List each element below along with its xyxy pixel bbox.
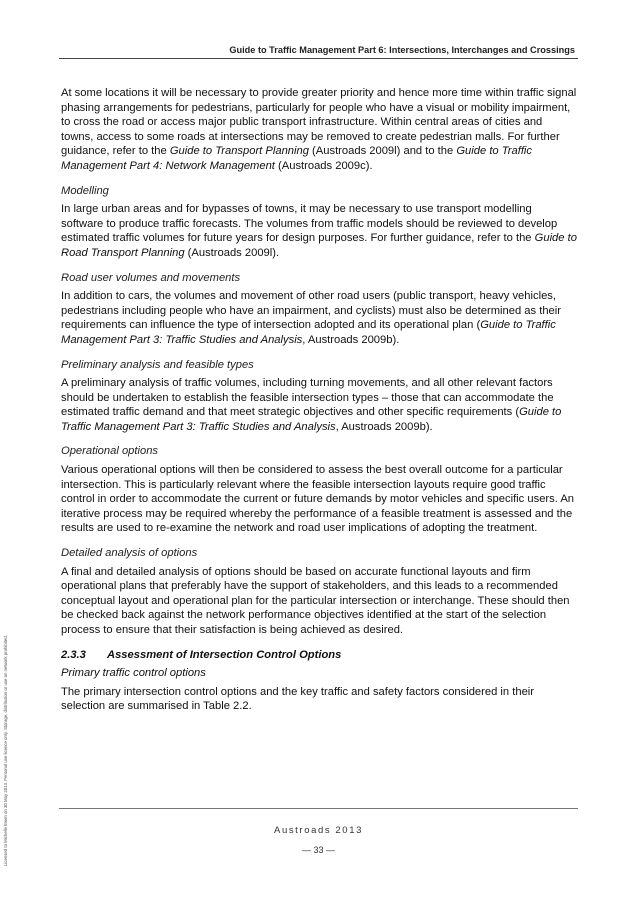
- subheading-road-user-volumes: Road user volumes and movements: [61, 271, 241, 284]
- subheading-operational-options: Operational options: [61, 445, 159, 458]
- road-user-paragraph: In addition to cars, the volumes and movement of other road users (public transport, heavy vehicles, pedestrians including people who have an impairment, and cyclists) must also be determined as their requirements can influence the type of intersection adopted and its operational plan (Guide to Traffic Management Part 3: Traffic Studies and Analysis, Austroads 2009b).: [61, 290, 561, 346]
- section-title: Assessment of Intersection Control Options: [107, 648, 342, 661]
- intro-paragraph: At some locations it will be necessary to provide greater priority and hence more time within traffic signal phasing arrangements for pedestrians, particularly for people who have a visual or mobility impairment, to cross the road or access major public transport infrastructure. Within central areas of cities and towns, access to some roads at intersections may be removed to create pedestrian malls. For further guidance, refer to the Guide to Transport Planning (Austroads 2009l) and to the Guide to Traffic Management Part 4: Network Management (Austroads 2009c).: [61, 87, 577, 172]
- reference-link: Guide to Traffic Management Part 3: Traffic Studies and Analysis: [61, 319, 556, 346]
- subheading-primary-control: Primary traffic control options: [61, 667, 206, 680]
- footer-divider: [59, 808, 578, 809]
- section-paragraph: The primary intersection control options and the key traffic and safety factors considered in their selection are summarised in Table 2.2.: [61, 685, 535, 713]
- preliminary-paragraph: A preliminary analysis of traffic volumes, including turning movements, and all other relevant factors should be undertaken to establish the feasible intersection types – those that can accommodate the estimated traffic demand and that meet strategic objectives and other specific requirements (Guide to Traffic Management Part 3: Traffic Studies and Analysis, Austroads 2009b).: [61, 377, 562, 433]
- header-divider: [59, 58, 578, 59]
- reference-link: Guide to Transport Planning: [169, 145, 309, 158]
- detailed-paragraph: A final and detailed analysis of options should be based on accurate functional layouts and firm operational plans that preferably have the support of stakeholders, and this leads to a recommended conceptual layout and operational plan for the particular intersection or interchange. These should then be checked back against the network performance objectives identified at the start of the selection process to ensure that their satisfaction is being achieved as desired.: [61, 565, 570, 636]
- page-number: — 33 —: [301, 845, 335, 855]
- section-heading: [61, 648, 577, 663]
- reference-link: Guide to Traffic Management Part 4: Network Management: [61, 145, 533, 172]
- reference-link: Guide to Road Transport Planning: [61, 232, 577, 259]
- subheading-detailed-analysis: Detailed analysis of options: [61, 547, 198, 560]
- body-text: [61, 86, 577, 724]
- licence-watermark: Licensed to Michelle Ewen on 30 May 2013. Personal use licence only. Storage, distribution or use on network prohibited.: [3, 635, 8, 866]
- operational-paragraph: Various operational options will then be considered to assess the best overall outcome for a particular intersection. This is particularly relevant where the feasible intersection layouts require good traffic control in order to accommodate the current or future demands by motor vehicles and specific users. An iterative process may be required whereby the performance of a feasible treatment is assessed and the results are used to re-examine the network and road user implications of adopting the treatment.: [61, 464, 575, 535]
- footer-organisation: Austroads 2013: [274, 825, 363, 836]
- reference-link: Guide to Traffic Management Part 3: Traffic Studies and Analysis: [61, 406, 562, 433]
- running-header: Guide to Traffic Management Part 6: Intersections, Interchanges and Crossings: [229, 45, 575, 55]
- section-number: 2.3.3: [61, 648, 86, 661]
- modelling-paragraph: In large urban areas and for bypasses of towns, it may be necessary to use transport modelling software to produce traffic forecasts. The volumes from traffic models should be reviewed to develop estimated traffic volumes for future years for design purposes. For further guidance, refer to the Guide to Road Transport Planning (Austroads 2009l).: [61, 203, 577, 259]
- subheading-modelling: Modelling: [61, 184, 109, 197]
- subheading-preliminary-analysis: Preliminary analysis and feasible types: [61, 358, 254, 371]
